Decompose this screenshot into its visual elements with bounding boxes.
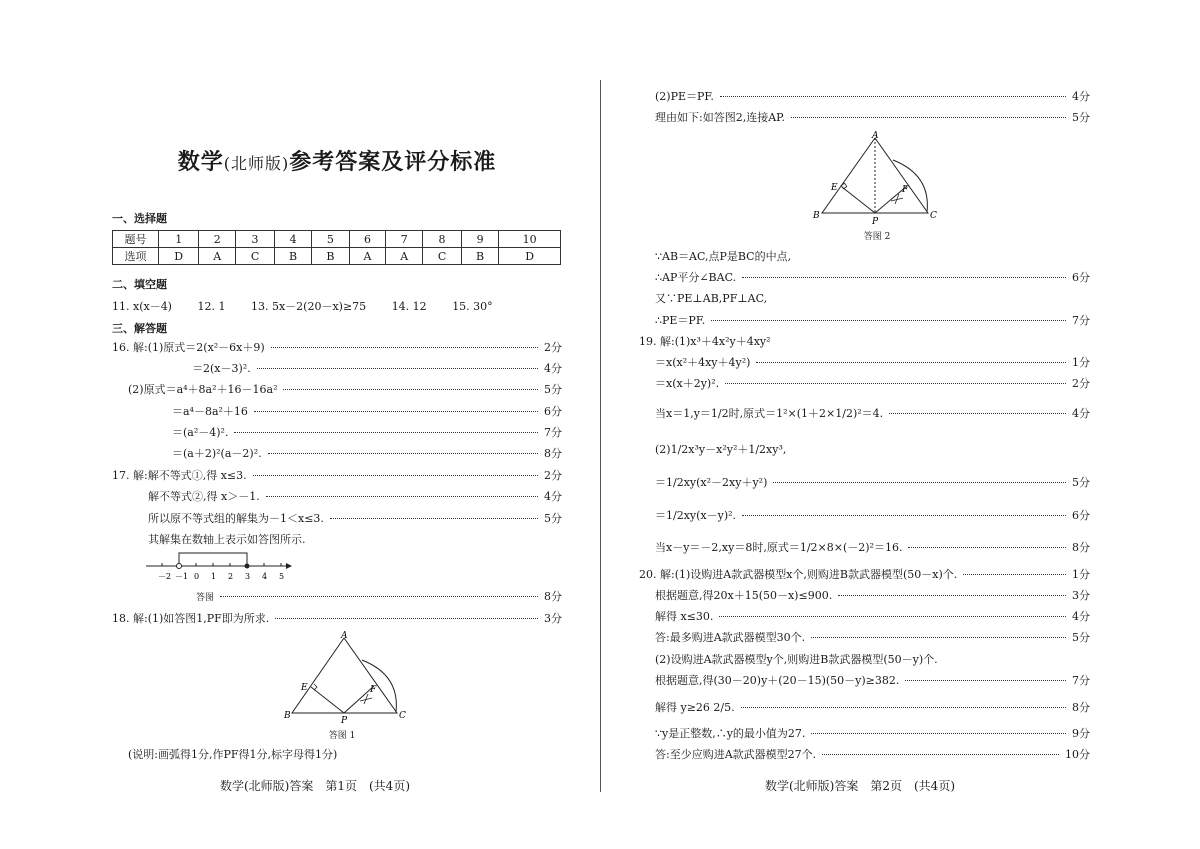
choice-answer-table <box>112 230 561 265</box>
solution-line: 17. 解:解不等式①,得 x≤3. 2分 <box>112 469 562 482</box>
vertex-label-f: F <box>370 685 377 695</box>
solution-line: ＝2(x－3)². 4分 <box>192 362 562 375</box>
vertex-label-a: A <box>341 631 348 641</box>
solution-line: 根据题意,得(30－20)y＋(20－15)(50－y)≥382. 7分 <box>655 674 1090 687</box>
tick-label: 5 <box>279 572 285 581</box>
fill-answer: 13. 5x－2(20－x)≥75 <box>250 300 367 313</box>
fill-answer: 11. x(x－4) <box>112 300 172 313</box>
table-cell: B <box>312 248 349 265</box>
table-cell: C <box>236 248 275 265</box>
fill-answer: 14. 12 <box>391 300 427 313</box>
table-row <box>113 248 561 265</box>
vertex-label-p: P <box>341 716 348 725</box>
tick-label: 0 <box>194 572 200 581</box>
table-row <box>113 231 561 248</box>
table-cell: D <box>159 248 199 265</box>
solution-line: 18. 解:(1)如答图1,PF即为所求. 3分 <box>112 612 562 625</box>
tick-label: －2 <box>158 572 172 581</box>
solution-line: 答图 8分 <box>196 590 562 603</box>
tick-label: 1 <box>211 572 217 581</box>
table-cell: B <box>274 248 311 265</box>
solution-line: 其解集在数轴上表示如答图所示. <box>148 533 306 546</box>
open-point <box>177 564 182 569</box>
solution-line: 解得 x≤30. 4分 <box>655 610 1090 623</box>
solution-line: ＝x(x＋2y)². 2分 <box>655 377 1090 390</box>
fill-answer: 15. 30° <box>452 300 493 313</box>
solution-line: ∵y是正整数,∴y的最小值为27. 9分 <box>655 727 1090 740</box>
solution-line: 当x－y＝－2,xy＝8时,原式＝1/2×8×(－2)²＝16. 8分 <box>655 541 1090 554</box>
solution-line: 16. 解:(1)原式＝2(x²－6x＋9) 2分 <box>112 341 562 354</box>
solution-line: 解不等式②,得 x＞－1. 4分 <box>148 490 562 503</box>
solution-line: ＝a⁴－8a²＋16 6分 <box>172 405 562 418</box>
section-choice-heading: 一、选择题 <box>112 212 167 225</box>
solution-line: (2)1/2x³y－x²y²＋1/2xy³, <box>655 443 787 456</box>
table-cell: 5 <box>312 231 349 248</box>
answer-page-1 <box>112 0 562 849</box>
page-title: 数学(北师版)参考答案及评分标准 <box>177 149 497 175</box>
solution-line: ＝x(x²＋4xy＋4y²) 1分 <box>655 356 1090 369</box>
table-cell: 2 <box>199 231 236 248</box>
solution-line: 19. 解:(1)x³＋4x²y＋4xy² <box>639 335 771 348</box>
solution-line: ＝(a²－4)². 7分 <box>172 426 562 439</box>
fill-answer: 12. 1 <box>197 300 226 313</box>
solution-line: ＝1/2xy(x－y)². 6分 <box>655 509 1090 522</box>
grading-note: (说明:画弧得1分,作PF得1分,标字母得1分) <box>128 748 338 761</box>
table-cell: D <box>499 248 561 265</box>
page-footer: 数学(北师版)答案 第2页 (共4页) <box>765 779 955 793</box>
vertex-label-b: B <box>284 711 291 721</box>
vertex-label-c: C <box>399 711 406 721</box>
solution-line: ＝1/2xy(x²－2xy＋y²) 5分 <box>655 476 1090 489</box>
solution-line: 理由如下:如答图2,连接AP. 5分 <box>655 111 1090 124</box>
tick-label: 4 <box>262 572 268 581</box>
vertex-label-p: P <box>872 217 879 226</box>
solution-line: ∵AB＝AC,点P是BC的中点, <box>655 250 792 263</box>
vertex-label-b: B <box>813 211 820 221</box>
table-cell: 6 <box>349 231 386 248</box>
table-cell: 10 <box>499 231 561 248</box>
page-divider <box>600 80 601 792</box>
figure-1-caption: 答图 1 <box>328 731 356 741</box>
closed-point <box>245 564 250 569</box>
table-cell: B <box>461 248 498 265</box>
tick-label: 3 <box>245 572 251 581</box>
tick-label: －1 <box>175 572 189 581</box>
solution-line: 答:最多购进A款武器模型30个. 5分 <box>655 631 1090 644</box>
page-footer: 数学(北师版)答案 第1页 (共4页) <box>220 779 410 793</box>
figure-2-triangle <box>810 128 945 226</box>
section-solution-heading: 三、解答题 <box>112 322 167 335</box>
vertex-label-e: E <box>301 683 308 693</box>
table-cell: A <box>349 248 386 265</box>
figure-2-caption: 答图 2 <box>863 232 891 242</box>
table-cell: 3 <box>236 231 275 248</box>
solution-line: ∴PE＝PF. 7分 <box>655 314 1090 327</box>
table-cell: A <box>199 248 236 265</box>
table-cell: 7 <box>386 231 423 248</box>
vertex-label-a: A <box>872 131 879 141</box>
solution-line: 根据题意,得20x＋15(50－x)≤900. 3分 <box>655 589 1090 602</box>
table-cell: C <box>423 248 462 265</box>
tick-label: 2 <box>228 572 234 581</box>
number-line-figure <box>142 548 292 584</box>
section-fill-heading: 二、填空题 <box>112 278 167 291</box>
vertex-label-f: F <box>902 185 909 195</box>
solution-line: (2)PE＝PF. 4分 <box>655 90 1090 103</box>
figure-1-triangle <box>282 630 412 725</box>
solution-line: 又∵PE⊥AB,PF⊥AC, <box>655 292 768 305</box>
table-cell: 1 <box>159 231 199 248</box>
solution-line: 答:至少应购进A款武器模型27个. 10分 <box>655 748 1090 761</box>
vertex-label-c: C <box>930 211 937 221</box>
solution-line: 20. 解:(1)设购进A款武器模型x个,则购进B款武器模型(50－x)个. 1分 <box>639 568 1090 581</box>
solution-line: 解得 y≥26 2/5. 8分 <box>655 701 1090 714</box>
solution-line: 所以原不等式组的解集为－1＜x≤3. 5分 <box>148 512 562 525</box>
fill-answers <box>112 298 515 314</box>
table-header-cell: 题号 <box>113 231 159 248</box>
solution-line: 当x＝1,y＝1/2时,原式＝1²×(1＋2×1/2)²＝4. 4分 <box>655 407 1090 420</box>
table-cell: 8 <box>423 231 462 248</box>
solution-line: ∴AP平分∠BAC. 6分 <box>655 271 1090 284</box>
solution-line: (2)原式＝a⁴＋8a²＋16－16a² 5分 <box>128 383 562 396</box>
table-cell: 9 <box>461 231 498 248</box>
solution-line: ＝(a＋2)²(a－2)². 8分 <box>172 447 562 460</box>
table-cell: A <box>386 248 423 265</box>
solution-line: (2)设购进A款武器模型y个,则购进B款武器模型(50－y)个. <box>655 653 938 666</box>
table-cell: 4 <box>274 231 311 248</box>
table-header-cell: 选项 <box>113 248 159 265</box>
answer-page-2 <box>639 0 1090 849</box>
vertex-label-e: E <box>831 183 838 193</box>
